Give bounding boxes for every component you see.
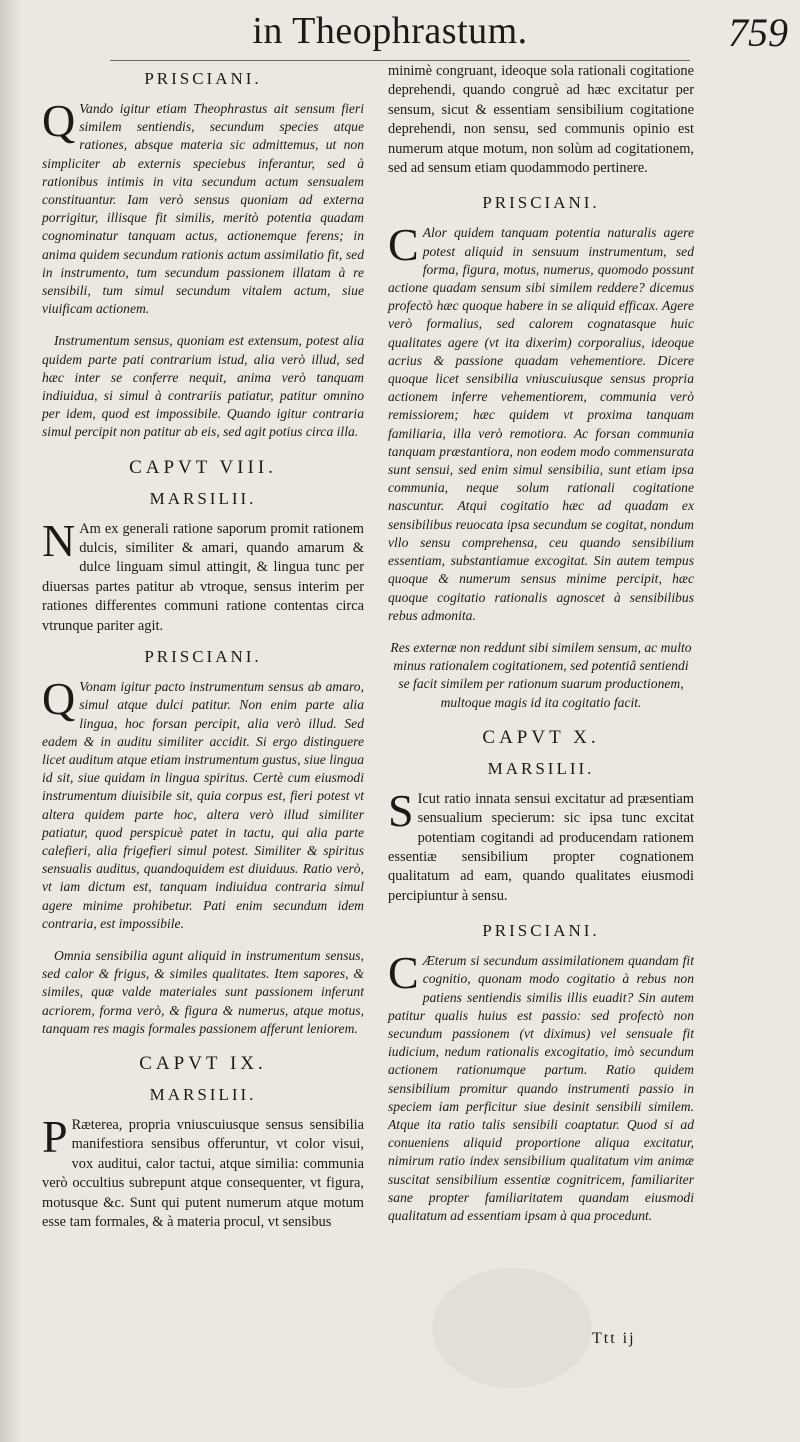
section-heading: MARSILII.	[149, 488, 257, 508]
running-title: in Theophrastum.	[252, 10, 528, 52]
paper-stain	[432, 1268, 592, 1388]
right-column	[388, 62, 694, 1225]
chapter-heading: CAPVT VIII.	[129, 456, 277, 478]
page-gutter-shadow	[0, 0, 22, 1442]
chapter-heading: CAPVT X.	[482, 726, 600, 748]
paragraph-text: Icut ratio innata sensui excitatur ad præsentiam sensualium specierum: sic ipsa tunc excitat potentiam cogitandi ad producendam rationem essentiæ sensibilium propter cognationem qualitatum ad eam, quando qualitates eiusmodi percipiuntur à sensu.	[388, 790, 694, 904]
paragraph	[42, 514, 364, 636]
drop-cap: C	[388, 947, 419, 999]
section-heading: PRISCIANI.	[144, 69, 262, 88]
paragraph-text: Am ex generali ratione saporum promit rationem dulcis, similiter & amari, quando amarum & dulce linguam simul attingit, & lingua tunc per diuersas partes patitur ab vtroque, sensus interim per rationes differentes communi ratione contentas circa vtrunque pariter agit.	[42, 520, 364, 634]
drop-cap: N	[42, 514, 76, 566]
paragraph: minimè congruant, ideoque sola rationali cogitatione deprehendi, quando congruè ad hæc excitatur per sensum, sicut & essentiam sensibilium cogitatione deprehendi, non sensu, sed communis opinio est numerum atque motum, non solùm ad cogitationem, sed ad sensum etiam quodammodo pertinere.	[388, 63, 694, 177]
paragraph-text: Alor quidem tanquam potentia naturalis agere potest aliquid in sensuum instrumentum, sed forma, figura, motus, numerus, quomodo possunt actione quadam sensum sibi similem reddere? dicemus profectò hæc quoque habere in se aliquid efficax. Agere verò formalius, sed calorem cognatasque huic qualitates agere (vt ita dixerim) corporalius, ideoque acrius & passione quadam vehementiore. Dicere quoque licet sensibilia vniuscuiusque sensus propria actionem inferre vehementiorem, communia verò remissiorem; hæc quidem vt proxima tanquam familiaria, illa verò remotiora. Ac forsan communia tanquam præstantiora, non eodem modo commensurata sunt sensui, sed enim simul sensibilia, sunt etiam ipsa communia, neque solum rationali cogitatione nascuntur. Atqui cogitatio hæc ad quadam ex sensibilibus reuocata ipsa secundum se cogitat, nondum vllo sensu comprehensa, ceu quando sensibilium essentiam, substantiamue excogitat. Sin autem tempus quoque & numerum sensus minime percipit, hæc quoque cogitatio rationalis agnoscet à sensibilibus rebus admonita.	[388, 225, 694, 623]
paragraph-text: Æterum si secundum assimilationem quandam fit cognitio, quonam modo cogitatio à rebus non patiens sentiendis similis illis euadit? Sin autem patitur qualis huius est passio: sed profectò non secundum passionem (vt diximus) vel sensuale fit iudicium, nedum rationalis excogitatio, imò secundum actionem rationumque partum. Ratio quidem sensibilium promitur quando instrumenti passio in speciem iam perficitur siue desinit sensibili similem. Atque ita ratio talis sensibili coaptatur. Quod si ad conueniens aliquid proportione aliqua excitatur, nimirum ratio index sensibilium qualitatum vim animæ suscitat sensibilium essentiæ cognitricem, familiariter sane propter familiaritatem quandam eiusmodi qualitatum ad essentiam ipsam à qua procedunt.	[388, 953, 694, 1223]
paragraph: Instrumentum sensus, quoniam est extensum, potest alia quidem parte pati contrarium istud, alia verò illud, sed hæc inter se conferre nequit, anima verò tanquam indiuidua, si simul à contrariis patiatur, patitur omnino per idem, quod est impossibile. Quando igitur contraria simul percipit non patitur ab eis, sed agit potius circa illa.	[42, 333, 364, 440]
paragraph	[388, 947, 694, 1225]
section-heading: PRISCIANI.	[482, 921, 600, 941]
marginal-summary: Res externæ non reddunt sibi similem sensum, ac multo minus rationalem cogitationem, sed potentiâ sentiendi se facit similem per rationum suarum productionem, multoque magis id ita cogitatio facit.	[390, 639, 692, 710]
chapter-heading: CAPVT IX.	[139, 1052, 267, 1074]
section-heading: PRISCIANI.	[144, 647, 262, 667]
paragraph	[42, 1110, 364, 1232]
paragraph	[42, 95, 364, 318]
paragraph-text: Ræterea, propria vniuscuiusque sensus sensibilia manifestiora sensibus offeruntur, vt color visui, vox auditui, calor tactui, atque similia: communia verò occultius subrepunt atque consequenter, vt figura, motusque &c. Sunt qui putent numerum atque motum esse tam formales, & à materia procul, vt sensibus	[42, 1116, 364, 1230]
section-heading: PRISCIANI.	[482, 193, 600, 213]
section-heading: MARSILII.	[149, 1084, 257, 1104]
drop-cap: Q	[42, 95, 76, 146]
section-heading: MARSILII.	[487, 758, 595, 778]
paragraph: Omnia sensibilia agunt aliquid in instrumentum sensus, sed calor & frigus, & similes qualitates. Item sapores, & similes, quæ valde materiales sunt passionem inferunt acriorem, forma verò, & figura & numerus, atque motus, tanquam res magis formales passionem afferunt leniorem.	[42, 947, 364, 1036]
header-rule	[110, 60, 690, 61]
paragraph-text: Vonam igitur pacto instrumentum sensus ab amaro, simul atque dulci patitur. Non enim parte alia lingua, hoc forsan percipit, alia verò illud. Sed eadem & in auditu similiter accidit. Si ergo distinguere licet auditum atque etiam instrumentum gustus, siue lingua id sit, siue quidam in lingua spiritus. Certè cum eiusmodi instrumentum diuisibile sit, quia corpus est, fieri potest vt altera quidem parte hoc, altera verò illud similiter patiatur, quod perspicuè patet in tactu, qui alia parte calefieri, alia frigefieri simul potest. Similiter & spiritus sensualis auditus, quandoquidem est diuiduus. Ratio verò, vt iam dictum est, tanquam indiuidua contraria simul agere minime prohibetur. Pati enim secundum idem contraria, est impossibile.	[42, 679, 364, 931]
paragraph	[388, 784, 694, 906]
paragraph-text: Vando igitur etiam Theophrastus ait sensum fieri similem sentiendis, secundum species atque rationes, absque materia sic admittemus, ut non simpliciter ab externis speciebus inferantur, sed à rationibus intimis in vita secundum actum sensualem constituantur. Iam verò sensus quoniam ad externa porrigitur, illisque fit similis, meritò potentia quadam cognominatur tanquam actus, actionemque ferens; in anima quidem secundum rationis actum assimilatio fit, sed in instrumento, tum secundum passionem illatam à re sensibili, tum simul secundum vitalem actum, siue viuificam actionem.	[42, 101, 364, 317]
paragraph	[388, 219, 694, 624]
paragraph	[42, 673, 364, 933]
drop-cap: S	[388, 784, 414, 836]
drop-cap: P	[42, 1110, 68, 1162]
left-column	[42, 62, 364, 1232]
page-number: 759	[728, 10, 788, 55]
signature-mark: Ttt ij	[592, 1330, 636, 1347]
drop-cap: Q	[42, 673, 76, 725]
drop-cap: C	[388, 219, 419, 271]
